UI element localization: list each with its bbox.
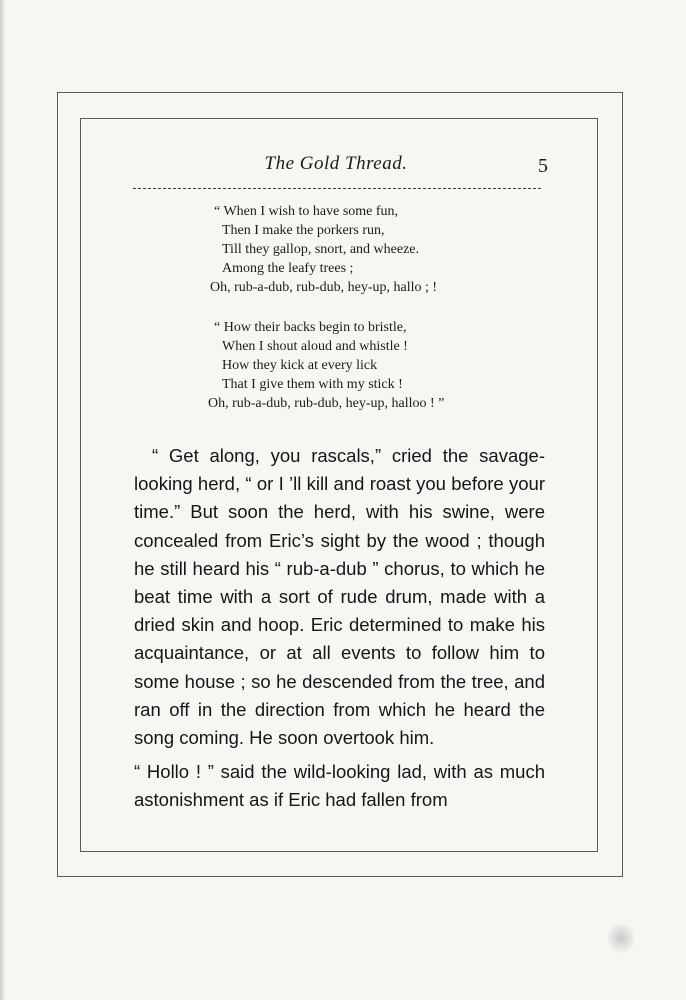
verse-line: “ When I wish to have some fun, [214,204,399,219]
page-left-edge [0,0,6,1000]
running-title: The Gold Thread. [264,153,408,174]
prose-paragraph: “ Hollo ! ” said the wild-looking lad, with as much astonishment as if Eric had fallen from [134,761,545,811]
running-head [130,153,548,189]
header-rule [133,188,541,189]
page-smudge [608,920,634,956]
verse-line: Till they gallop, snort, and wheeze. [222,242,420,257]
verse-line: When I shout aloud and whistle ! [222,339,408,354]
page-number: 5 [538,155,548,177]
verse-line: That I give them with my stick ! [222,377,403,392]
verse-line: Among the leafy trees ; [222,261,354,276]
verse-line: “ How their backs begin to bristle, [214,320,407,335]
prose-paragraph: “ Get along, you rascals,” cried the savage-looking herd, “ or I ’ll kill and roast you before your time.” But soon the herd, with his swine, were concealed from Eric’s sight by the wood ; though he still heard his “ rub-a-dub ” chorus, to which he beat time with a sort of rude drum, made with a dried skin and hoop. Eric determined to make his acquaintance, or at all events to follow him to some house ; so he descended from the tree, and ran off in the direction from which he heard the song coming. He soon overtook him. [134,445,545,749]
verse-line: Then I make the porkers run, [222,223,385,238]
verse-line: Oh, rub-a-dub, rub-dub, hey-up, halloo ! ” [208,396,445,411]
prose-body [134,442,545,815]
verse-stanza-2 [200,318,520,413]
verse-line: How they kick at every lick [222,358,378,373]
verse-line: Oh, rub-a-dub, rub-dub, hey-up, hallo ; ! [210,280,438,295]
verse-stanza-1 [200,202,520,297]
